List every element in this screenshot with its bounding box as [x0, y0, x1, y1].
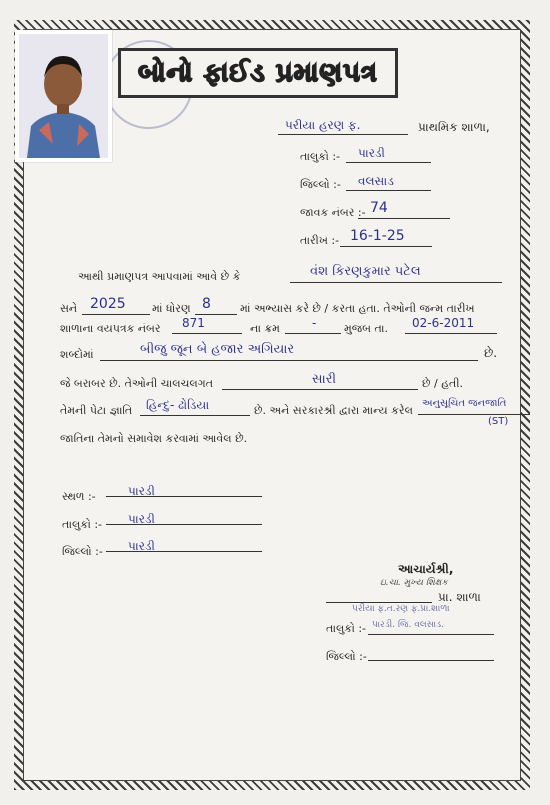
body-serial-prefix: ના ક્રમ [250, 322, 280, 335]
student-photo [15, 30, 112, 162]
header-outward-label: જાવક નંબર :- [300, 206, 366, 219]
category-code: (ST) [488, 416, 509, 427]
principal-title: આચાર્યશ્રી, [398, 562, 454, 576]
body-words-end: છે. [484, 346, 498, 360]
header-taluka-label: તાલુકો :- [300, 150, 340, 163]
category-value: અનુસૂચિત જનજાતિ [422, 398, 507, 409]
principal-school-line [326, 602, 432, 603]
header-district-value: વલસાડ [358, 174, 394, 188]
body-conduct-end: છે / હતી. [422, 377, 463, 390]
dob-value: 02-6-2011 [412, 316, 475, 330]
body-inclusion-text: જાતિના તેમનો સમાવેશ કરવામાં આવેલ છે. [60, 432, 248, 445]
school-stamp-text: પરીયા ફ.ત.રણ ફ.પ્રા.શાળા [352, 604, 450, 614]
dob-words-value: બીજુ જૂન બે હજાર અગિયાર [140, 342, 295, 357]
conduct-line [222, 389, 418, 390]
body-category-prefix: છે. અને સરકારશ્રી દ્વારા માન્ય કરેલ [254, 404, 413, 417]
caste-value: હિન્દુ- ઢોડિયા [146, 398, 210, 412]
caste-line [140, 415, 250, 416]
dob-line [405, 333, 497, 334]
academic-year-line [82, 314, 150, 315]
body-std-prefix: માં ધોરણ [152, 302, 191, 315]
dob-words-line [100, 360, 478, 361]
certificate-title: બોનો ફાઈડ પ્રમાણપત્ર [138, 57, 378, 88]
category-line [418, 414, 530, 415]
header-taluka-line [346, 162, 431, 163]
school-name-line [278, 134, 408, 135]
signature-taluka-line [368, 634, 494, 635]
body-caste-prefix: તેમની પેટા જ્ઞાતિ [60, 404, 133, 417]
conduct-value: સારી [312, 372, 337, 387]
body-dob-prefix: મુજબ તા. [344, 322, 388, 335]
body-conduct-prefix: જે બરાબર છે. તેઓની ચાલચલગત [60, 377, 214, 390]
standard-line [195, 314, 237, 315]
academic-year-value: 2025 [90, 296, 126, 312]
principal-signature: ઇ.ચા. મુખ્ય શિક્ષક [380, 578, 448, 588]
body-intro-label: આથી પ્રમાણપત્ર આપવામાં આવે છે કે [78, 270, 241, 283]
footer-taluka-line [106, 524, 262, 525]
serial-value: - [312, 316, 317, 330]
header-date-value: 16-1-25 [350, 228, 405, 244]
header-date-line [340, 246, 432, 247]
header-date-label: તારીખ :- [300, 234, 340, 247]
header-district-label: જિલ્લો :- [300, 178, 341, 191]
footer-taluka-label: તાલુકો :- [62, 518, 102, 531]
footer-place-label: સ્થળ :- [62, 490, 96, 503]
student-photo-icon [19, 34, 108, 158]
body-year-prefix: સને [60, 302, 78, 315]
footer-district-label: જિલ્લો :- [62, 545, 103, 558]
footer-taluka-value: પારડી [128, 512, 155, 526]
register-number-value: 871 [182, 316, 205, 330]
body-register-prefix: શાળાના વયપત્રક નંબર [60, 322, 161, 335]
signature-taluka-label: તાલુકો :- [326, 622, 366, 635]
footer-district-line [106, 551, 262, 552]
body-study-text: માં અભ્યાસ કરે છે / કરતા હતા. તેઓની જન્મ તારીખ [240, 302, 475, 315]
signature-district-line [368, 660, 494, 661]
footer-place-line [106, 496, 262, 497]
footer-district-value: પારડી [128, 539, 155, 553]
serial-line [285, 333, 341, 334]
student-name-value: વંશ કિરણકુમાર પટેલ [310, 264, 421, 279]
principal-school-suffix: પ્રા. શાળા [438, 590, 481, 604]
register-number-line [172, 333, 242, 334]
standard-value: 8 [202, 296, 211, 312]
school-suffix: પ્રાથમિક શાળા, [418, 120, 490, 134]
signature-taluka-stamp: પારડી. જિ. વલસાડ. [372, 620, 444, 630]
signature-district-label: જિલ્લો :- [326, 650, 367, 663]
student-name-line [290, 282, 502, 283]
header-district-line [346, 190, 431, 191]
header-outward-value: 74 [370, 200, 388, 216]
school-name-handwritten: પરીયા હરણ ફ. [285, 118, 361, 132]
header-taluka-value: પારડી [358, 146, 385, 160]
certificate-title-box [118, 48, 398, 98]
body-words-prefix: શબ્દોમાં [60, 348, 94, 361]
footer-place-value: પારડી [128, 484, 155, 498]
header-outward-line [358, 218, 450, 219]
